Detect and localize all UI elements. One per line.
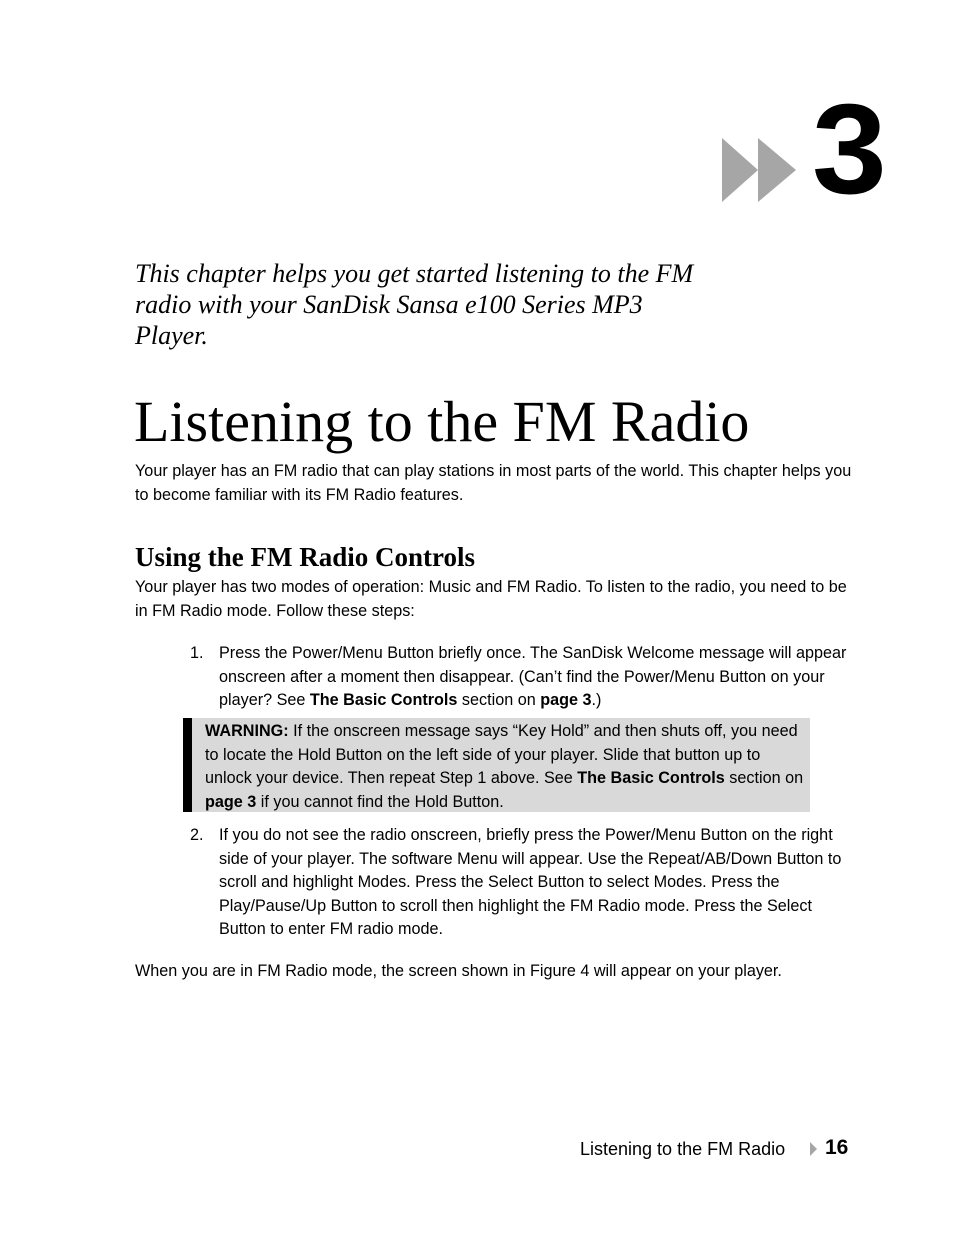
cross-reference: The Basic Controls — [577, 769, 725, 787]
chapter-intro: This chapter helps you get started listening to the FM radio with your SanDisk Sansa e100 Series MP3 Player. — [135, 259, 694, 350]
page-reference: page 3 — [205, 792, 257, 811]
warning-text: WARNING: If the onscreen message says “Key Hold” and then shuts off, you need to locate the Hold Button on the left side of your player. Slide that button up to unlock your device. Then repeat Step 1 above. See The Basic Controls section on page 3 if you cannot find the Hold Button. — [205, 722, 804, 811]
chapter-number: 3 — [812, 78, 887, 221]
step-number: 2. — [190, 826, 204, 844]
step-1 — [190, 642, 850, 713]
intro-paragraph: Your player has an FM radio that can play stations in most parts of the world. This chapter helps you to become familiar with its FM Radio features. — [135, 462, 852, 504]
warning-box — [183, 718, 810, 812]
section-heading: Using the FM Radio Controls — [135, 542, 476, 572]
page-number: 16 — [825, 1136, 849, 1159]
section-paragraph: Your player has two modes of operation: Music and FM Radio. To listen to the radio, you need to be in FM Radio mode. Follow these steps: — [135, 578, 847, 620]
step-2 — [190, 824, 850, 942]
fast-forward-icon — [720, 136, 798, 204]
cross-reference: The Basic Controls — [309, 691, 458, 709]
closing-paragraph: When you are in FM Radio mode, the screen shown in Figure 4 will appear on your player. — [135, 962, 782, 980]
step-text: Press the Power/Menu Button briefly once. The SanDisk Welcome message will appear onscreen after a moment then disappear. (Can’t find the Power/Menu Button on your player? See The Basic Controls section on page 3.) — [219, 644, 847, 709]
footer-chapter-title: Listening to the FM Radio — [580, 1139, 786, 1159]
step-number: 1. — [190, 644, 204, 662]
triangle-right-icon — [809, 1141, 818, 1157]
page-footer — [580, 1135, 855, 1163]
chapter-marker — [720, 78, 900, 221]
warning-label: WARNING: — [205, 722, 289, 740]
page-reference: page 3 — [540, 691, 592, 709]
step-text: If you do not see the radio onscreen, briefly press the Power/Menu Button on the right side of your player. The software Menu will appear. Use the Repeat/AB/Down Button to scroll and highlight Modes. Press the Select Button to select Modes. Press the Play/Pause/Up Button to scroll then highlight the FM Radio mode. Press the Select Button to enter FM radio mode. — [219, 826, 842, 938]
page-title: Listening to the FM Radio — [134, 389, 750, 454]
